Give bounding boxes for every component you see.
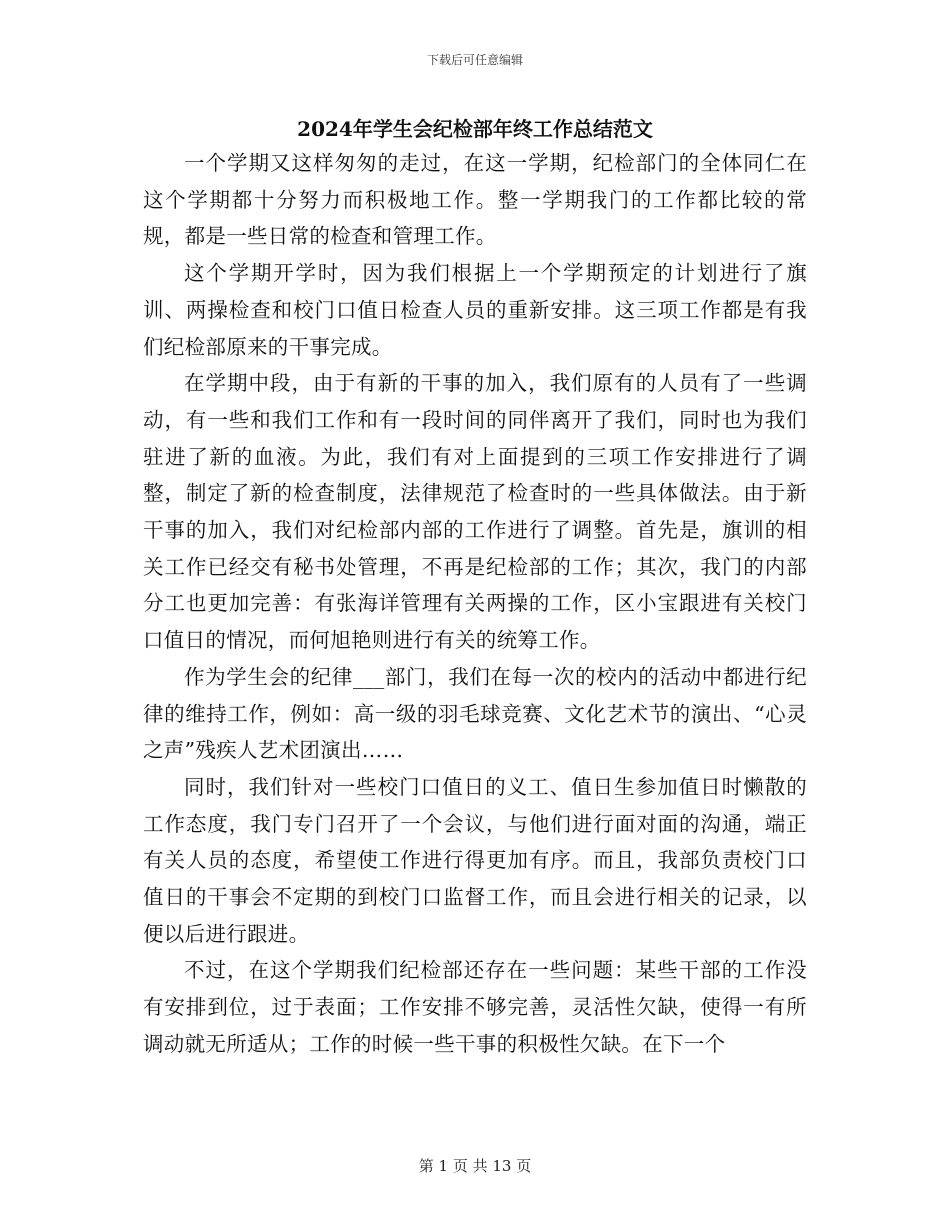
paragraph-4: 作为学生会的纪律___部门，我们在每一次的校内的活动中都进行纪律的维持工作，例如：高一级的羽毛球竞赛、文化艺术节的演出、“心灵之声”残疾人艺术团演出…… — [143, 664, 807, 763]
paragraph-6: 不过，在这个学期我们纪检部还存在一些问题：某些干部的工作没有安排到位，过于表面；工作安排不够完善，灵活性欠缺，使得一有所调动就无所适从；工作的时候一些干事的积极性欠缺。在下一个 — [143, 958, 807, 1056]
page-header-note: 下载后可任意编辑 — [426, 53, 523, 67]
page-number-footer: 第 1 页 共 13 页 — [418, 1157, 532, 1175]
paragraph-2: 这个学期开学时，因为我们根据上一个学期预定的计划进行了旗训、两操检查和校门口值日检查人员的重新安排。这三项工作都是有我们纪检部原来的干事完成。 — [143, 261, 807, 359]
paragraph-5: 同时，我们针对一些校门口值日的义工、值日生参加值日时懒散的工作态度，我门专门召开了一个会议，与他们进行面对面的沟通，端正有关人员的态度，希望使工作进行得更加有序。而且，我部负责校门口值日的干事会不定期的到校门口监督工作，而且会进行相关的记录，以便以后进行跟进。 — [143, 774, 807, 946]
paragraph-1: 一个学期又这样匆匆的走过，在这一学期，纪检部门的全体同仁在这个学期都十分努力而积极地工作。整一学期我门的工作都比较的常规，都是一些日常的检查和管理工作。 — [143, 151, 807, 249]
paragraph-3: 在学期中段，由于有新的干事的加入，我们原有的人员有了一些调动，有一些和我们工作和有一段时间的同伴离开了我们，同时也为我们驻进了新的血液。为此，我们有对上面提到的三项工作安排进行了调整，制定了新的检查制度，法律规范了检查时的一些具体做法。由于新干事的加入，我们对纪检部内部的工作进行了调整。首先是，旗训的相关工作已经交有秘书处管理，不再是纪检部的工作；其次，我门的内部分工也更加完善：有张海详管理有关两操的工作，区小宝跟进有关校门口值日的情况，而何旭艳则进行有关的统筹工作。 — [143, 371, 807, 653]
document-title: 2024年学生会纪检部年终工作总结范文 — [297, 117, 653, 141]
document-body — [143, 145, 807, 1063]
